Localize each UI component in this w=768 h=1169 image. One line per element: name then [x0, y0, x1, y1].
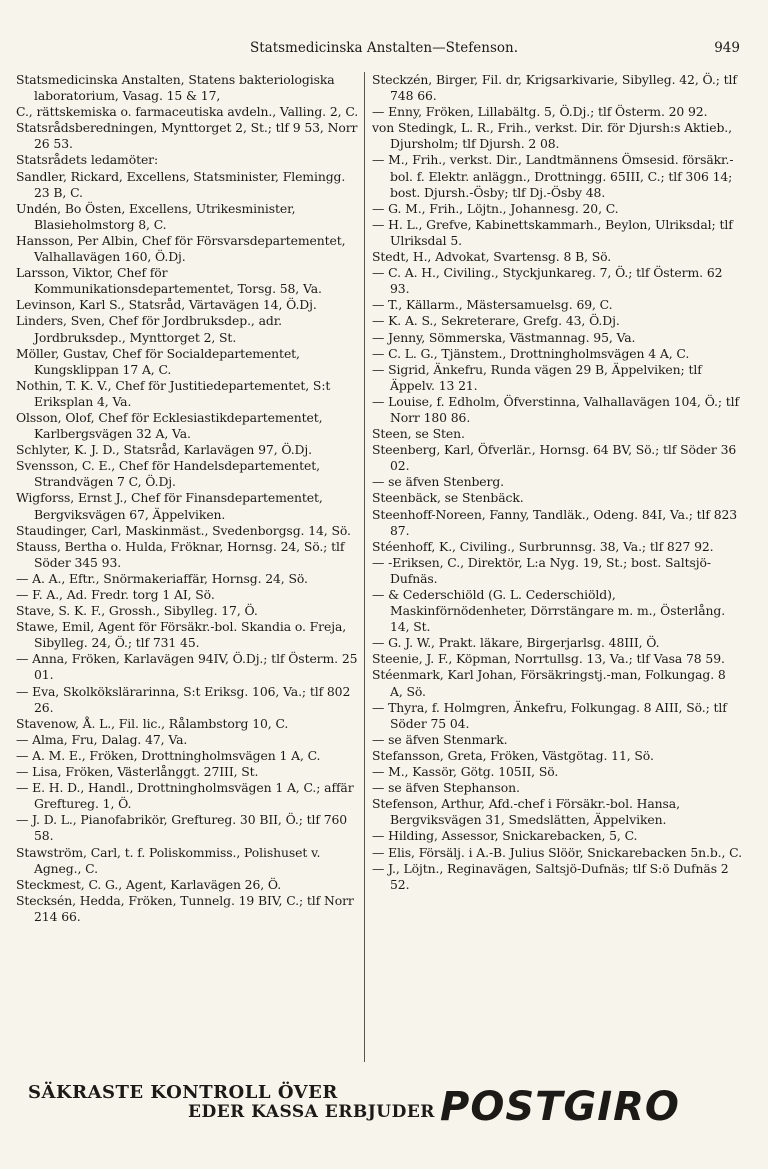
directory-entry: — H. L., Grefve, Kabinettskammarh., Beylon, Ulriksdal; tlf Ulriksdal 5. [372, 216, 733, 248]
directory-entry: Statsrådsberedningen, Mynttorget 2, St.; tlf 9 53, Norr 26 53. [16, 120, 358, 152]
directory-entry: Steckmest, C. G., Agent, Karlavägen 26, Ö. [16, 876, 282, 892]
page-number: 949 [714, 40, 740, 56]
directory-entry: Stéenhoff, K., Civiling., Surbrunnsg. 38, Va.; tlf 827 92. [372, 538, 714, 554]
directory-entry: Svensson, C. E., Chef för Handelsdepartementet, Strandvägen 7 C, Ö.Dj. [16, 458, 321, 490]
ad-line-2: EDER KASSA ERBJUDER [188, 1102, 435, 1122]
directory-entry: Statsmedicinska Anstalten, Statens bakteriologiska laboratorium, Vasag. 15 & 17, [16, 72, 335, 104]
postgiro-logo: POSTGIRO [440, 1084, 680, 1130]
directory-entry: — T., Källarm., Mästersamuelsg. 69, C. [372, 297, 613, 313]
directory-entry: Levinson, Karl S., Statsråd, Värtavägen 14, Ö.Dj. [16, 297, 317, 313]
directory-entry: — C. L. G., Tjänstem., Drottningholmsvägen 4 A, C. [372, 345, 690, 361]
directory-entry: — se äfven Stephanson. [372, 780, 520, 796]
directory-entry: — C. A. H., Civiling., Styckjunkareg. 7, Ö.; tlf Österm. 62 93. [372, 265, 723, 297]
directory-entry: — A. A., Eftr., Snörmakeriaffär, Hornsg. 24, Sö. [16, 570, 308, 586]
directory-entry: Larsson, Viktor, Chef för Kommunikationsdepartementet, Torsg. 58, Va. [16, 265, 322, 297]
directory-entry: — J. D. L., Pianofabrikör, Greftureg. 30 BII, Ö.; tlf 760 58. [16, 812, 348, 844]
directory-entry: Statsrådets ledamöter: [16, 152, 159, 168]
directory-entry: Steenhoff-Noreen, Fanny, Tandläk., Odeng. 84I, Va.; tlf 823 87. [372, 506, 738, 538]
directory-entry: — Hilding, Assessor, Snickarebacken, 5, C. [372, 828, 638, 844]
directory-entry: Nothin, T. K. V., Chef för Justitiedepartementet, S:t Eriksplan 4, Va. [16, 377, 331, 409]
directory-entry: — A. M. E., Fröken, Drottningholmsvägen 1 A, C. [16, 747, 321, 763]
directory-entry: Steenbäck, se Stenbäck. [372, 490, 524, 506]
directory-entry: — & Cederschiöld (G. L. Cederschiöld), Maskinförnödenheter, Dörrstängare m. m., Österlång. 14, St. [372, 587, 726, 635]
directory-entry: — -Eriksen, C., Direktör, L:a Nyg. 19, St.; bost. Saltsjö-Dufnäs. [372, 554, 711, 586]
directory-entry: Olsson, Olof, Chef för Ecklesiastikdepartementet, Karlbergsvägen 32 A, Va. [16, 409, 323, 442]
directory-entry: — Alma, Fru, Dalag. 47, Va. [16, 731, 188, 747]
directory-entry: — se äfven Stenmark. [372, 731, 508, 747]
column-divider [364, 72, 365, 1062]
directory-entry: Stedt, H., Advokat, Svartensg. 8 B, Sö. [372, 249, 612, 265]
directory-entry: Linders, Sven, Chef för Jordbruksdep., adr. Jordbruksdep., Mynttorget 2, St. [16, 313, 283, 345]
directory-entry: — Sigrid, Änkefru, Runda vägen 29 B, Äppelviken; tlf Äppelv. 13 21. [372, 361, 702, 393]
directory-entry: Stave, S. K. F., Grossh., Sibylleg. 17, Ö. [16, 603, 258, 619]
directory-entry: — F. A., Ad. Fredr. torg 1 AI, Sö. [16, 587, 215, 602]
ad-line-1: SÄKRASTE KONTROLL ÖVER [28, 1082, 338, 1103]
directory-entry: — Lisa, Fröken, Västerlånggt. 27III, St. [16, 764, 259, 780]
directory-entry: — Anna, Fröken, Karlavägen 94IV, Ö.Dj.; tlf Österm. 25 01. [16, 651, 358, 683]
directory-entry: — se äfven Stenberg. [372, 474, 505, 490]
directory-entry: — Elis, Försälj. i A.-B. Julius Slöör, Snickarebacken 5n.b., C. [372, 844, 742, 860]
directory-entry: Stavenow, Å. L., Fil. lic., Rålambstorg 10, C. [16, 715, 289, 731]
running-title: Statsmedicinska Anstalten—Stefenson. [249, 40, 518, 56]
directory-entry: Schlyter, K. J. D., Statsråd, Karlavägen 97, Ö.Dj. [16, 442, 312, 458]
directory-entry: — Thyra, f. Holmgren, Änkefru, Folkungag. 8 AIII, Sö.; tlf Söder 75 04. [372, 699, 727, 731]
directory-entry: Stawe, Emil, Agent för Försäkr.-bol. Skandia o. Freja, Sibylleg. 24, Ö.; tlf 731 45. [16, 619, 347, 651]
left-column [16, 72, 361, 925]
directory-entry: Möller, Gustav, Chef för Socialdepartementet, Kungsklippan 17 A, C. [16, 345, 300, 377]
directory-entry: — G. M., Frih., Löjtn., Johannesg. 20, C. [372, 200, 619, 216]
directory-entry: Steckzén, Birger, Fil. dr, Krigsarkivarie, Sibylleg. 42, Ö.; tlf 748 66. [372, 72, 737, 104]
directory-entry: — K. A. S., Sekreterare, Grefg. 43, Ö.Dj. [372, 313, 620, 329]
directory-entry: Sandler, Rickard, Excellens, Statsminister, Flemingg. 23 B, C. [16, 168, 346, 200]
directory-entry: — Enny, Fröken, Lillabältg. 5, Ö.Dj.; tlf Österm. 20 92. [372, 104, 708, 120]
directory-entry: Stefenson, Arthur, Afd.-chef i Försäkr.-bol. Hansa, Bergviksvägen 31, Smedslätten, Äppelviken. [372, 796, 680, 828]
directory-entry: — Eva, Skolkökslärarinna, S:t Eriksg. 106, Va.; tlf 802 26. [16, 683, 351, 715]
directory-entry: von Stedingk, L. R., Frih., verkst. Dir. för Djursh:s Aktieb., Djursholm; tlf Djursh. 2 08. [372, 120, 732, 152]
directory-entry: — J., Löjtn., Reginavägen, Saltsjö-Dufnäs; tlf S:ö Dufnäs 2 52. [372, 860, 729, 892]
directory-entry: Steenie, J. F., Köpman, Norrtullsg. 13, Va.; tlf Vasa 78 59. [372, 651, 725, 667]
directory-entry: Stecksén, Hedda, Fröken, Tunnelg. 19 BIV, C.; tlf Norr 214 66. [16, 892, 354, 924]
directory-entry: Hansson, Per Albin, Chef för Försvarsdepartementet, Valhallavägen 160, Ö.Dj. [16, 232, 346, 265]
directory-entry: Stéenmark, Karl Johan, Försäkringstj.-man, Folkungag. 8 A, Sö. [372, 667, 726, 699]
advertisement [28, 1074, 728, 1134]
directory-entry: Steenberg, Karl, Öfverlär., Hornsg. 64 BV, Sö.; tlf Söder 36 02. [372, 442, 737, 474]
directory-entry: C., rättskemiska o. farmaceutiska avdeln., Valling. 2, C. [16, 104, 359, 120]
directory-entry: — M., Kassör, Götg. 105II, Sö. [372, 764, 559, 780]
directory-entry: — G. J. W., Prakt. läkare, Birgerjarlsg. 48III, Ö. [372, 635, 660, 651]
directory-entry: Undén, Bo Östen, Excellens, Utrikesminister, Blasieholmstorg 8, C. [16, 200, 296, 232]
page-header [16, 40, 752, 62]
directory-entry: — Louise, f. Edholm, Öfverstinna, Valhallavägen 104, Ö.; tlf Norr 180 86. [372, 393, 740, 425]
directory-entry: Stefansson, Greta, Fröken, Västgötag. 11, Sö. [372, 747, 654, 763]
directory-entry: Stauss, Bertha o. Hulda, Fröknar, Hornsg. 24, Sö.; tlf Söder 345 93. [16, 538, 345, 570]
directory-entry: Steen, se Sten. [372, 426, 465, 442]
directory-entry: Stawström, Carl, t. f. Poliskommiss., Polishuset v. Agneg., C. [16, 844, 321, 876]
directory-entry: — M., Frih., verkst. Dir., Landtmännens Ömsesid. försäkr.-bol. f. Elektr. anläggn., Drottningg. 65III, C.; tlf 306 14; bost. Djursh.-Ösby; tlf Dj.-Ösby 48. [372, 152, 734, 200]
directory-entry: — E. H. D., Handl., Drottningholmsvägen 1 A, C.; affär Greftureg. 1, Ö. [16, 780, 354, 812]
right-column [372, 72, 742, 893]
directory-entry: Staudinger, Carl, Maskinmäst., Svedenborgsg. 14, Sö. [16, 522, 351, 538]
directory-entry: — Jenny, Sömmerska, Västmannag. 95, Va. [372, 329, 636, 345]
directory-entry: Wigforss, Ernst J., Chef för Finansdepartementet, Bergviksvägen 67, Äppelviken. [16, 490, 323, 522]
